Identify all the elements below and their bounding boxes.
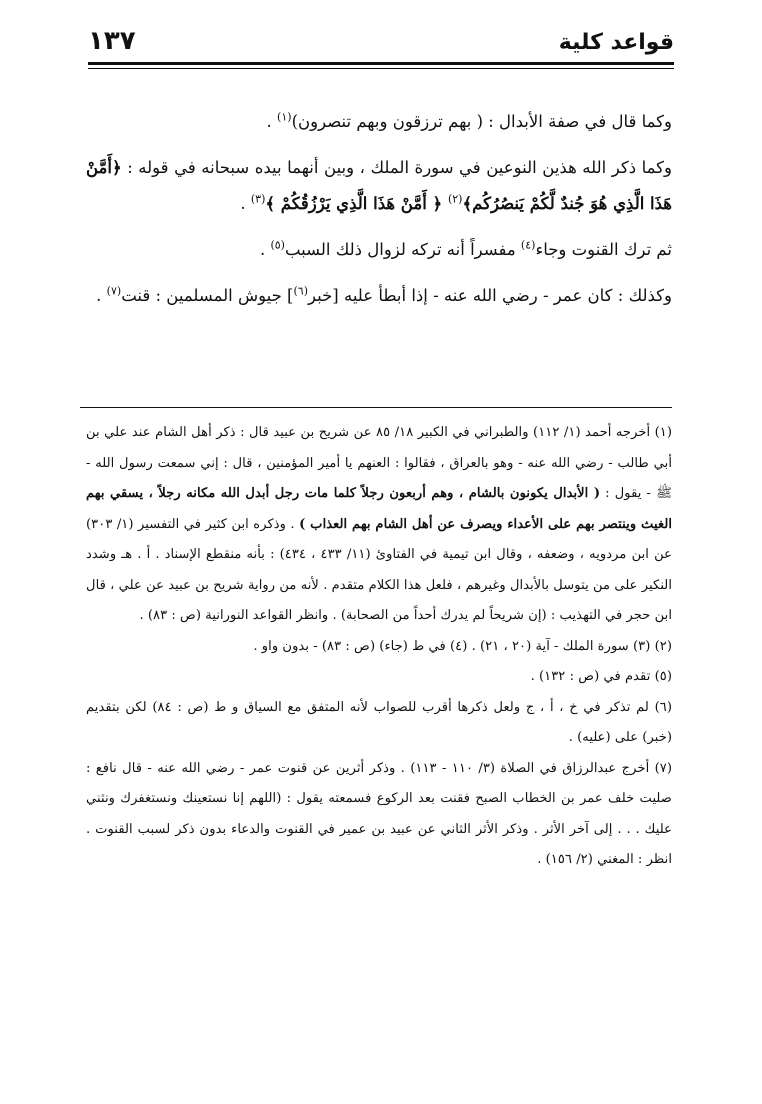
page-number: ١٣٧ (88, 26, 136, 56)
paragraph-1-text: وكما قال في صفة الأبدال : ( بهم ترزقون وبهم تنصرون) (291, 112, 672, 131)
paragraph-2-text: وكما ذكر الله هذين النوعين في سورة الملك ، وبين أنهما بيده سبحانه في قوله : (121, 158, 672, 177)
paragraph-4-text-b: ] جيوش المسلمين : قنت (121, 286, 294, 305)
footnote-ref-5[interactable]: (٥) (270, 238, 285, 252)
footnote-1-text-c: . وذكره ابن كثير في التفسير (١/ ٣٠٣) عن ابن مردويه ، وضعفه ، وقال ابن تيمية في الفتاوئ (١١/ ٤٣٣ ، ٤٣٤) : بأنه منقطع الإسناد . أ . هـ وشدد النكير على من يتوسل بالأبدال وغيرهم ، فلعل هذا الكلام متقدم . لأنه من رواية شريح بن عبيد عن علي ، قال ابن حجر في التهذيب : (إن شريحاً لم يدرك أحداً من الصحابة) . وانظر القواعد النورانية (ص : ٨٣) . (86, 516, 672, 623)
main-text (86, 104, 672, 324)
footnote-ref-3[interactable]: (٣) (250, 192, 266, 206)
paragraph-1 (86, 104, 672, 140)
footnote-1-hadith: ( الأبدال يكونون بالشام ، وهم أربعون رجلاً كلما مات رجل أبدل الله مكانه رجلاً ، يسقي بهم الغيث وينتصر بهم على الأعداء ويصرف عن أهل الشام بهم العذاب ) (86, 486, 672, 532)
quran-verse-1: ﴿أَمَّنْ هَذَا الَّذِي هُوَ جُندٌ لَّكُمْ يَنصُرُكُم﴾ (86, 158, 672, 213)
footnote-1-text-a: (١) أخرجه أحمد (١/ ١١٢) والطبراني في الكبير ١٨/ ٨٥ عن شريح بن عبيد قال : ذكر أهل الشام عند علي بن أبي طالب - رضي الله عنه - وهو بالعراق ، فقالوا : العنهم يا أمير المؤمنين ، قال : إني سمعت رسول الله - ﷺ - يقول : (86, 425, 673, 501)
page-header (88, 26, 674, 62)
paragraph-3-text-a: ثم ترك القنوت وجاء (535, 240, 672, 259)
footnote-ref-2[interactable]: (٢) (447, 192, 463, 206)
footnotes (86, 418, 672, 876)
header-rule-thick (88, 62, 674, 65)
paragraph-1-end: . (266, 112, 278, 131)
footnote-1 (86, 418, 672, 632)
quran-verse-2: ﴿ أَمَّنْ هَذَا الَّذِي يَرْزُقُكُمْ ﴾ (265, 194, 448, 213)
paragraph-3 (86, 232, 672, 268)
paragraph-2 (86, 150, 672, 222)
paragraph-3-text-b: مفسراً أنه تركه لزوال ذلك السبب (284, 240, 521, 259)
footnote-ref-1[interactable]: (١) (277, 110, 292, 124)
running-title: قواعد كلية (558, 30, 674, 55)
footnote-4: (٦) لم تذكر في خ ، أ ، ج ولعل ذكرها أقرب للصواب لأنه المتفق مع السياق و ط (ص : ٨٤) لكن بتقديم (خبر) على (عليه) . (86, 699, 672, 745)
footnote-5: (٧) أخرج عبدالرزاق في الصلاة (٣/ ١١٠ - ١١٣) . وذكر أثرين عن قنوت عمر - رضي الله عنه - قال نافع : صليت خلف عمر بن الخطاب الصبح فقنت بعد الركوع فسمعته يقول : (اللهم إنا نستعينك ونستغفرك ونثني عليك . . . إلى آخر الأثر . وذكر الأثر الثاني عن عبيد بن عمير في القنوت والدعاء بدون ذكر لسبب القنوت . انظر : المغني (٢/ ١٥٦) . (86, 760, 672, 867)
footnote-2: (٢) (٣) سورة الملك - آية (٢٠ ، ٢١) . (٤) في ط (جاء) (ص : ٨٣) - بدون واو . (253, 638, 672, 654)
footnote-ref-4[interactable]: (٤) (520, 238, 536, 252)
footnote-ref-6[interactable]: (٦) (293, 284, 309, 298)
header-rule-thin (88, 68, 674, 69)
footnote-3: (٥) تقدم في (ص : ١٣٢) . (530, 669, 672, 684)
footnote-separator (80, 407, 672, 408)
paragraph-3-end: . (259, 240, 271, 259)
footnote-ref-7[interactable]: (٧) (106, 284, 122, 298)
paragraph-4-text-a: وكذلك : كان عمر - رضي الله عنه - إذا أبطأ عليه [خبر (308, 286, 672, 305)
paragraph-2-end: . (240, 194, 251, 213)
paragraph-4 (86, 278, 672, 314)
paragraph-4-end: . (96, 286, 107, 305)
